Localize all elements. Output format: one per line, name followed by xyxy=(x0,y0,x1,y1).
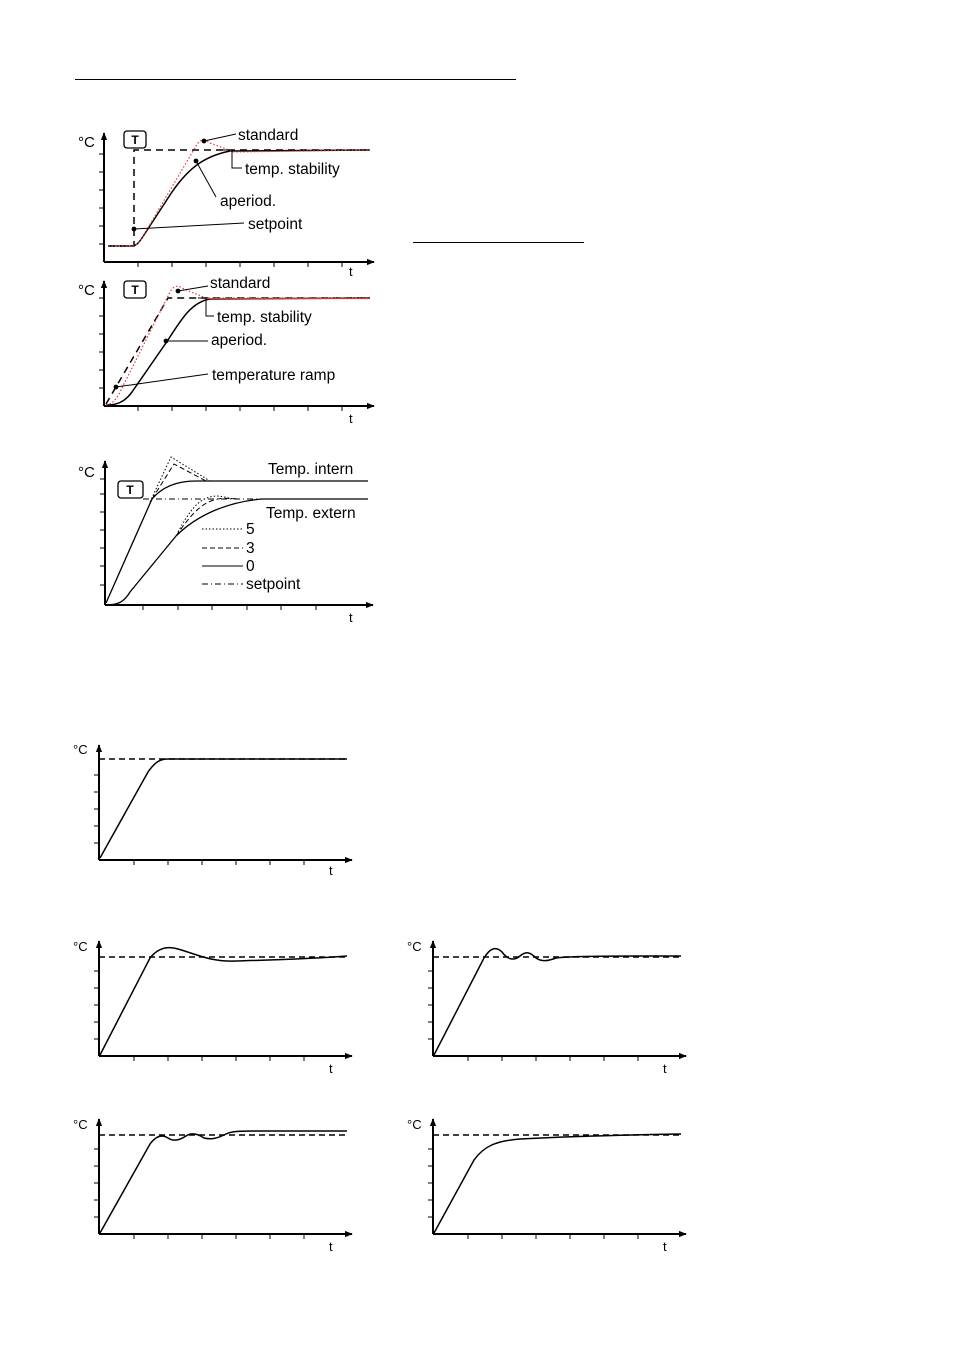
chart-ramp-damped xyxy=(73,1117,352,1254)
chart-standard-setpoint xyxy=(78,127,374,279)
chart-intern-extern xyxy=(78,457,373,625)
response-curve xyxy=(100,759,347,858)
label-aperiodic: aperiod. xyxy=(211,332,268,349)
setpoint-key xyxy=(124,131,146,148)
axes xyxy=(433,1119,686,1234)
x-axis-unit: t xyxy=(349,411,353,426)
svg-text:T: T xyxy=(126,483,134,497)
axes xyxy=(99,1119,352,1234)
y-axis-unit: °C xyxy=(73,742,88,757)
label-temperature-ramp: temperature ramp xyxy=(212,367,336,384)
response-curve xyxy=(100,948,347,1055)
response-curve xyxy=(100,1131,347,1233)
label-aperiodic: aperiod. xyxy=(220,193,277,210)
y-axis-unit: °C xyxy=(407,1117,422,1132)
callout-dots xyxy=(114,289,181,390)
axes xyxy=(99,745,352,860)
y-axis-unit: °C xyxy=(78,134,95,151)
label-standard: standard xyxy=(210,275,271,292)
x-axis-unit: t xyxy=(329,1239,333,1254)
y-axis-unit: °C xyxy=(73,939,88,954)
chart-ramp-oscillation xyxy=(407,939,686,1076)
label-temp-stability: temp. stability xyxy=(217,309,312,326)
x-axis-unit: t xyxy=(663,1239,667,1254)
x-axis-unit: t xyxy=(349,610,353,625)
chart-ramp-overshoot xyxy=(73,939,352,1076)
callouts xyxy=(134,134,244,229)
label-setpoint: setpoint xyxy=(248,216,303,233)
label-temp-intern: Temp. intern xyxy=(268,461,354,478)
axes xyxy=(105,461,373,605)
callout-dots xyxy=(132,139,207,232)
setpoint-key xyxy=(118,481,143,498)
chart-ramp-aperiodic xyxy=(73,742,352,878)
x-axis-unit: t xyxy=(329,1061,333,1076)
legend-label-5: 5 xyxy=(246,521,255,538)
legend-label-3: 3 xyxy=(246,540,255,557)
legend-label-setpoint: setpoint xyxy=(246,576,301,593)
label-temp-stability: temp. stability xyxy=(245,161,340,178)
extern-curve-3 xyxy=(176,498,240,536)
y-axis-unit: °C xyxy=(78,464,95,481)
chart-temperature-ramp xyxy=(78,275,374,426)
svg-text:T: T xyxy=(131,283,139,297)
response-curve xyxy=(434,1134,681,1233)
chart-ramp-slow-approach xyxy=(407,1117,686,1254)
y-axis-unit: °C xyxy=(407,939,422,954)
x-axis-unit: t xyxy=(329,863,333,878)
label-standard: standard xyxy=(238,127,299,144)
response-curve xyxy=(434,949,681,1055)
legend xyxy=(202,521,301,593)
x-axis-unit: t xyxy=(663,1061,667,1076)
svg-text:T: T xyxy=(131,133,139,147)
setpoint-key xyxy=(124,281,146,298)
y-axis-unit: °C xyxy=(73,1117,88,1132)
intern-curve-5 xyxy=(150,457,210,502)
x-axis-unit: t xyxy=(349,264,353,279)
legend-label-0: 0 xyxy=(246,558,255,575)
label-temp-extern: Temp. extern xyxy=(266,505,356,522)
y-axis-unit: °C xyxy=(78,282,95,299)
